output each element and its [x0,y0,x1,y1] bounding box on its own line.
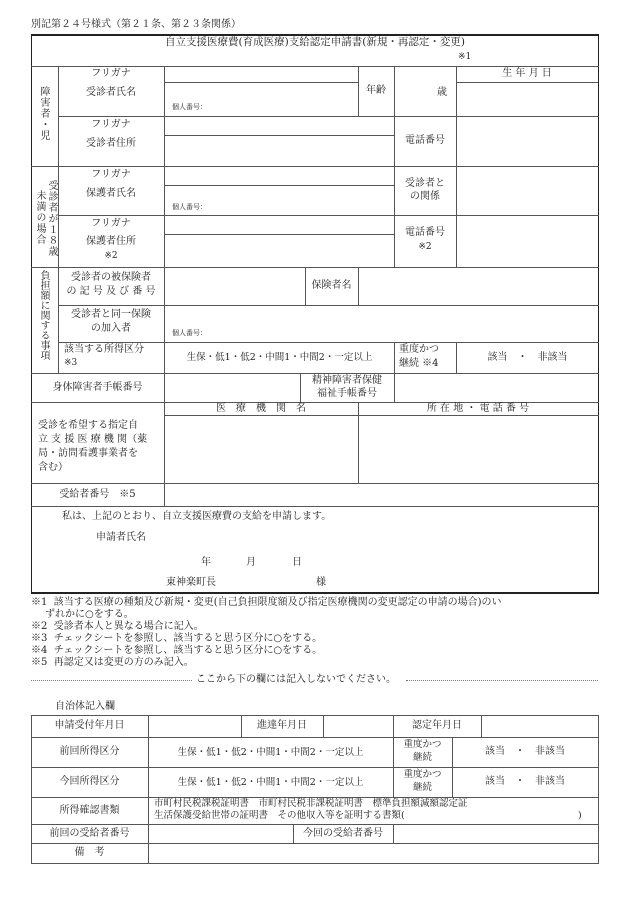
patient-section-label: 障害者・児 [38,86,49,141]
patient-address-label: 受診者住所 [86,137,136,149]
guardian-phone-label: 電話番号 [405,226,445,238]
prev-severe-label-1: 重度かつ [403,739,442,751]
received-date-label: 申請受付年月日 [54,720,125,732]
insured-number-field[interactable] [165,268,305,305]
same-insurance-label-1: 受診者と同一保険 [71,309,151,321]
note-text: チェックシートを参照し、該当すると思う区分に○をする。 [53,645,323,656]
patient-phone-field[interactable] [457,117,598,166]
insured-label-1: 受診者の被保険者 [71,272,151,284]
guardian-address-label: 保護者住所 [86,235,136,247]
prev-recipient-field[interactable] [149,825,293,843]
note-item [31,658,194,668]
table-left-border [31,34,32,593]
severe-label-1: 重度かつ [399,344,439,355]
same-insurance-field[interactable] [165,306,598,342]
institution-label-2: 立 支 援 医 療 機 関（薬 [38,434,148,445]
institution-name-header: 医 療 機 関 名 [216,402,306,414]
row-line [31,506,599,507]
date-day-label: 日 [292,557,302,568]
form-number: 別記第２４号様式（第２１条、第２３条関係） [31,19,241,30]
approved-date-field[interactable] [482,716,598,737]
guardian-name-label: 保護者氏名 [86,187,136,199]
note-text: 再認定又は変更の方のみ記入。 [53,657,194,668]
note-mark: ※4 [31,645,48,656]
form-title: 自立支援医療費(育成医療)支給認定申請書(新規・再認定・変更) [165,36,465,49]
curr-recipient-label: 今回の受給者番号 [303,827,383,839]
mental-handbook-field[interactable] [395,374,598,402]
prev-income-options[interactable]: 生保・低1・低2・中間1・中間2・一定以上 [177,746,364,758]
declaration-statement: 私は、上記のとおり、自立支援医療費の支給を申請します。 [62,511,332,522]
curr-recipient-field[interactable] [394,825,598,843]
note-continuation: ずれかに○をする。 [45,609,134,620]
note-mark: ※2 [31,621,48,632]
birthdate-label: 生 年 月 日 [502,68,552,80]
remarks-field[interactable] [149,844,598,863]
guardian-section-label-right: 受診者が１８歳 [46,180,57,257]
remarks-label: 備 考 [74,847,105,859]
table-right-border [598,34,599,593]
note-item [31,622,204,632]
relation-label-1: 受診者と [405,178,445,190]
guardian-furigana-label: フリガナ [91,168,131,180]
patient-furigana-label: フリガナ [91,68,131,80]
birthdate-field[interactable] [457,83,598,116]
burden-section-label: 負担額に関する事項 [38,270,49,360]
col-line [394,342,395,373]
note-mark: ※3 [31,633,48,644]
table-bottom-border [31,592,599,594]
row-line [31,863,599,864]
mental-handbook-label-1: 精神障害者保健 [312,374,382,386]
income-docs-close: ) [578,810,582,821]
guardian-furigana-field[interactable] [165,167,394,185]
physical-handbook-field[interactable] [165,374,300,402]
prev-severe-options[interactable]: 該当 ・ 非該当 [485,746,565,758]
income-label: 該当する所得区分 [64,344,144,355]
title-note: ※1 [458,52,472,62]
date-month-label: 月 [246,557,256,568]
guardian-address-furigana-label: フリガナ [91,217,131,229]
divider-line-right [406,680,598,681]
patient-address-field[interactable] [165,136,394,166]
severe-options[interactable]: 該当 ・ 非該当 [487,351,568,363]
same-insurance-personal-number-label: 個人番号： [172,329,207,337]
insurer-name-label: 保険者名 [311,280,352,292]
age-label: 年齢 [366,85,386,97]
divider-text: ここから下の欄には記入しないでください。 [196,674,396,685]
honorific-label: 様 [316,577,326,588]
curr-severe-options[interactable]: 該当 ・ 非該当 [485,776,565,788]
approved-date-label: 認定年月日 [412,720,462,732]
col-line [598,715,599,864]
municipal-section-title: 自治体記入欄 [55,701,115,712]
curr-income-label: 今回所得区分 [59,776,120,788]
institution-label-4: 含む） [38,462,68,473]
patient-name-label: 受診者氏名 [86,86,136,98]
guardian-phone-field[interactable] [457,216,598,267]
note-text: チェックシートを参照し、該当すると思う区分に○をする。 [53,633,323,644]
relation-field[interactable] [457,167,598,215]
recipient-number-field[interactable] [165,484,598,506]
note-text: 該当する医療の種類及び新規・変更(自己負担限度額及び指定医療機関の変更認定の申請の場合)のい [53,597,502,608]
curr-severe-label-1: 重度かつ [403,769,442,781]
income-docs-line-2[interactable]: 生活保護受給世帯の証明書 その他収入等を証明する書類( [154,810,405,821]
institution-address-header: 所 在 地 ・ 電 話 番 号 [426,402,530,414]
date-year-label: 年 [201,557,211,568]
mayor-label: 東神楽町長 [166,577,216,588]
relation-label-2: の関係 [410,191,440,203]
curr-severe-label-2: 継続 [412,782,432,794]
income-options[interactable]: 生保・低1・低2・中間1・中間2・一定以上 [186,352,373,364]
note-item [31,634,322,644]
income-docs-line-1[interactable]: 市町村民税課税証明書 市町村民税非課税証明書 標準負担額減額認定証 [154,798,468,809]
applicant-name-label: 申請者氏名 [96,532,146,543]
divider-line-left [31,680,192,681]
prev-income-label: 前回所得区分 [59,746,120,758]
forwarded-date-field[interactable] [324,716,393,737]
curr-income-options[interactable]: 生保・低1・低2・中間1・中間2・一定以上 [177,776,364,788]
income-note: ※3 [64,358,78,368]
institution-label-3: 局・訪問看護事業者を [38,448,138,459]
guardian-section-label-left: 未満の場合 [34,190,45,245]
patient-address-furigana-field[interactable] [165,117,394,135]
mental-handbook-label-2: 福祉手帳番号 [317,387,377,399]
guardian-address-note: ※2 [104,250,118,261]
physical-handbook-label: 身体障害者手帳番号 [52,381,143,393]
guardian-personal-number-label: 個人番号： [172,203,207,211]
insured-label-2: の 記 号 及 び 番 号 [66,286,156,298]
forwarded-date-label: 進達年月日 [257,720,307,732]
applicant-name-field[interactable] [160,528,460,546]
prev-recipient-label: 前回の受給者番号 [49,827,130,839]
institution-name-field[interactable] [165,416,358,483]
received-date-field[interactable] [149,716,241,737]
guardian-address-field[interactable] [165,235,394,267]
patient-phone-label: 電話番号 [405,135,445,147]
note-mark: ※1 [31,597,48,608]
institution-address-field[interactable] [359,416,598,483]
recipient-number-label: 受給者番号 ※5 [59,488,136,500]
severe-label-2: 継続 ※4 [399,358,439,369]
income-docs-label: 所得確認書類 [59,804,120,816]
insurer-name-field[interactable] [359,268,598,305]
age-unit: 歳 [437,87,447,98]
note-item [31,598,502,608]
guardian-address-furigana-field[interactable] [165,216,394,234]
patient-personal-number-label: 個人番号： [172,103,207,111]
note-item [31,646,322,656]
note-mark: ※5 [31,657,48,668]
patient-address-furigana-label: フリガナ [91,118,131,130]
note-text: 受診者本人と異なる場合に記入。 [53,621,204,632]
guardian-phone-note: ※2 [418,241,432,252]
same-insurance-label-2: の加入者 [91,323,131,335]
patient-furigana-field[interactable] [165,67,357,82]
prev-severe-label-2: 継続 [412,752,432,764]
institution-label-1: 受診を希望する指定自 [38,420,138,431]
